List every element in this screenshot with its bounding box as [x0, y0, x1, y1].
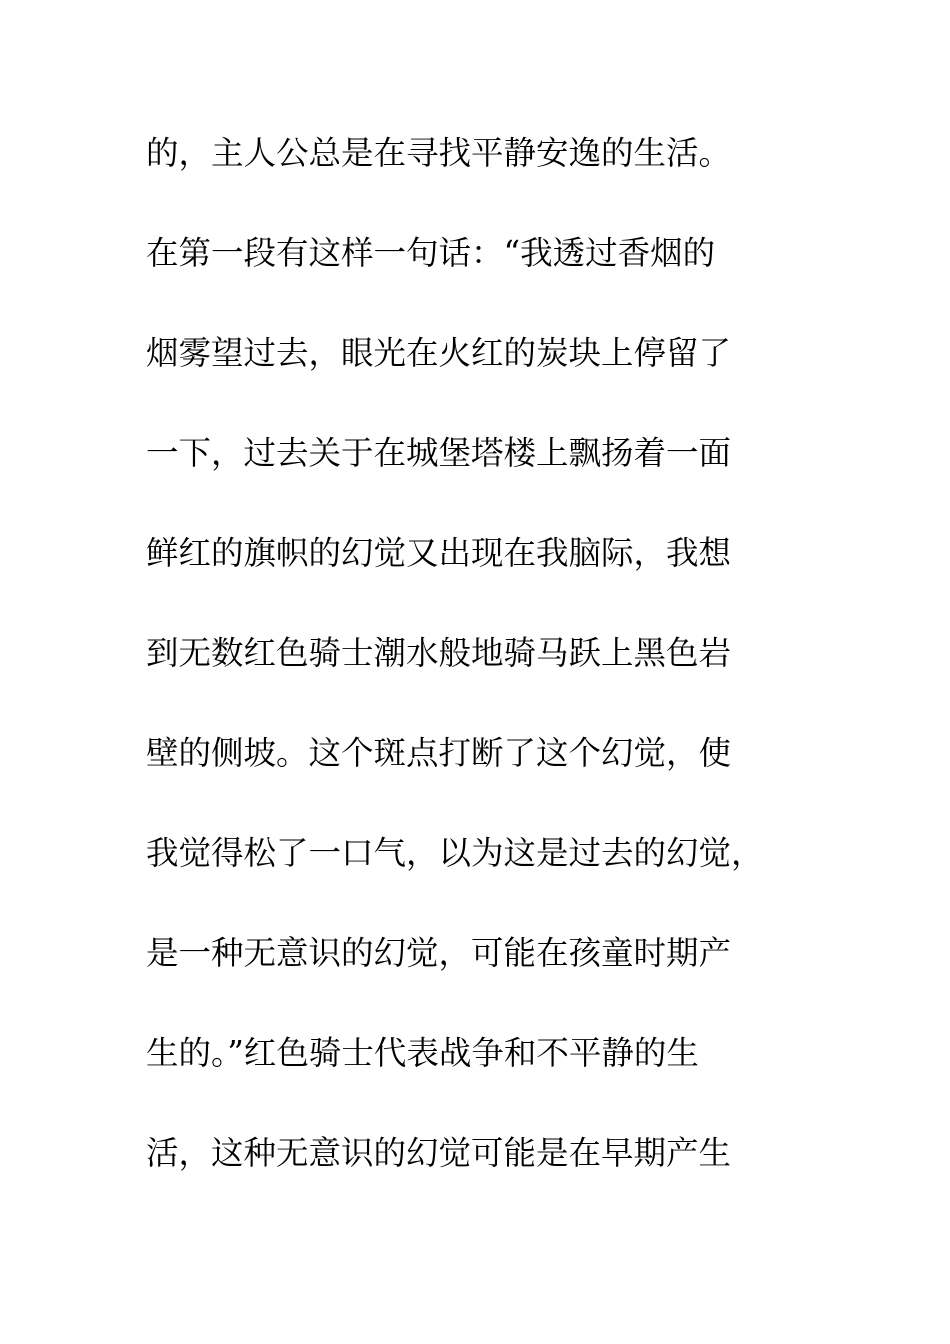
text-line: 壁的侧坡。这个斑点打断了这个幻觉，使	[146, 734, 732, 772]
text-line: 在第一段有这样一句话：“我透过香烟的	[146, 234, 716, 272]
text-line: 鲜红的旗帜的幻觉又出现在我脑际，我想	[146, 534, 732, 572]
text-line: 烟雾望过去，眼光在火红的炭块上停留了	[146, 334, 732, 372]
text-line: 活，这种无意识的幻觉可能是在早期产生	[146, 1134, 732, 1172]
text-line: 我觉得松了一口气，以为这是过去的幻觉，	[146, 834, 764, 872]
text-line: 生的。”红色骑士代表战争和不平静的生	[146, 1034, 699, 1072]
body-paragraph	[146, 127, 866, 1227]
text-line: 一下，过去关于在城堡塔楼上飘扬着一面	[146, 434, 732, 472]
text-line: 到无数红色骑士潮水般地骑马跃上黑色岩	[146, 634, 732, 672]
text-line: 是一种无意识的幻觉，可能在孩童时期产	[146, 934, 732, 972]
text-line: 的，主人公总是在寻找平静安逸的生活。	[146, 134, 732, 172]
